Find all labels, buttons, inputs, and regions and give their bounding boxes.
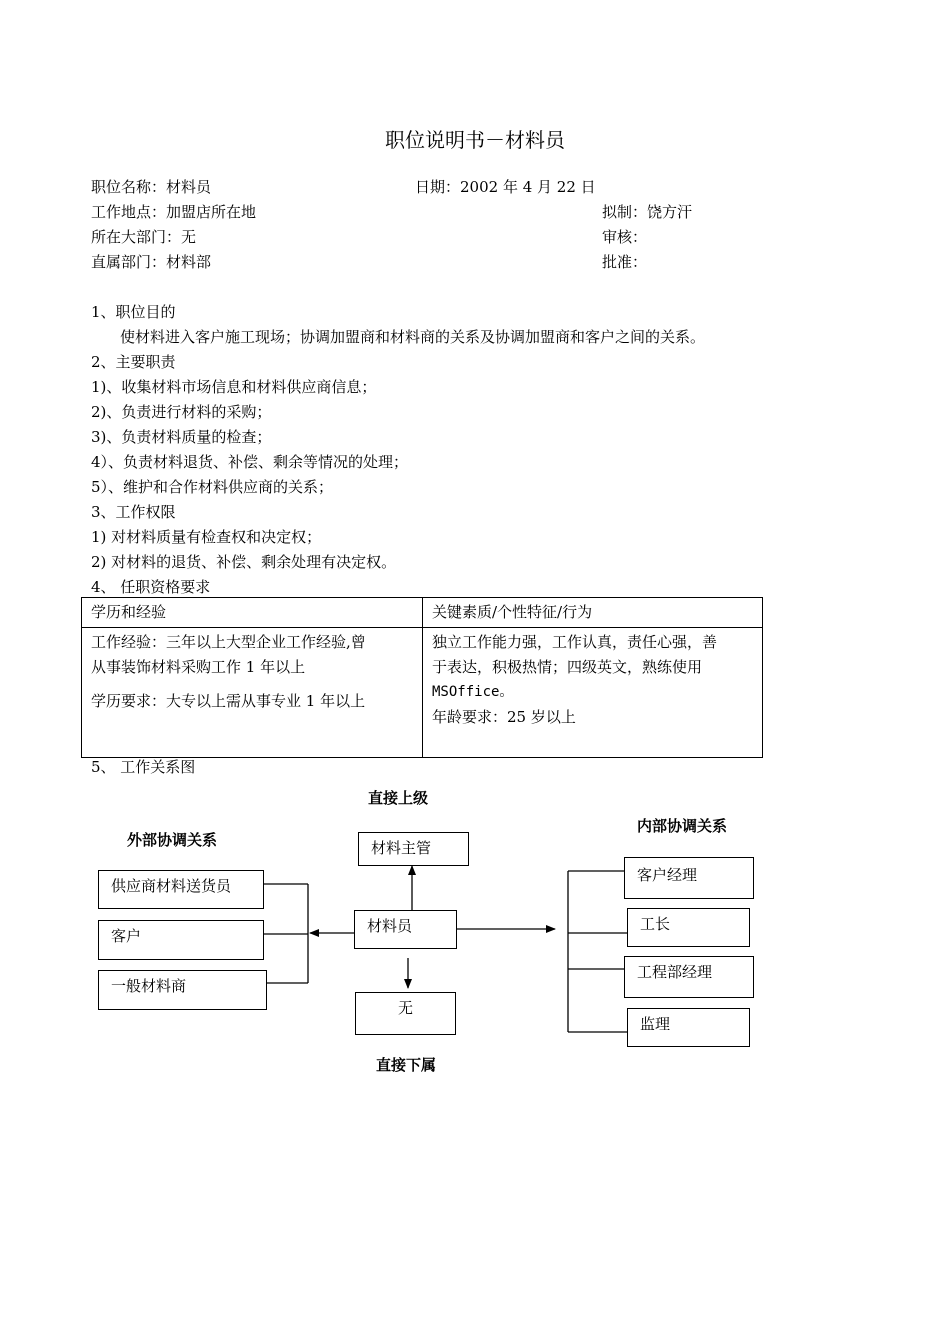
work-location: 工作地点：加盟店所在地	[91, 203, 257, 221]
section-3-title: 3、工作权限	[91, 503, 176, 521]
duty-item: 2)、负责进行材料的采购；	[91, 403, 272, 421]
subordinate-label: 直接下属	[376, 1056, 437, 1074]
date: 日期：2002 年 4 月 22 日	[415, 178, 596, 196]
duty-item: 5）、维护和合作材料供应商的关系；	[91, 478, 334, 496]
authority-item: 2) 对材料的退货、补偿、剩余处理有决定权。	[91, 553, 397, 571]
section-5-title: 5、 工作关系图	[91, 758, 196, 776]
qualities-line: MSOffice。	[432, 684, 514, 700]
age-requirement: 年龄要求：25 岁以上	[432, 708, 576, 726]
superior-box: 材料主管	[358, 832, 469, 866]
section-1-title: 1、职位目的	[91, 303, 176, 321]
duty-item: 1)、收集材料市场信息和材料供应商信息；	[91, 378, 377, 396]
duty-item: 3)、负责材料质量的检查；	[91, 428, 272, 446]
internal-box: 客户经理	[624, 857, 754, 899]
authority-item: 1) 对材料质量有检查权和决定权；	[91, 528, 322, 546]
reviewer: 审核：	[602, 228, 648, 246]
education-line: 学历要求：大专以上需从事专业 1 年以上	[91, 692, 366, 710]
duty-item: 4）、负责材料退货、补偿、剩余等情况的处理；	[91, 453, 409, 471]
center-box: 材料员	[354, 910, 457, 949]
experience-line: 从事装饰材料采购工作 1 年以上	[91, 658, 306, 676]
qualities-line: 独立工作能力强，工作认真，责任心强，善	[432, 633, 718, 651]
internal-box: 监理	[627, 1008, 750, 1047]
superior-label: 直接上级	[368, 789, 429, 807]
drafter: 拟制：饶方汗	[602, 203, 693, 221]
position-name: 职位名称：材料员	[91, 178, 212, 196]
table-header-qualities: 关键素质/个性特征/行为	[423, 598, 763, 628]
page-title: 职位说明书－材料员	[385, 128, 565, 152]
department: 所在大部门：无	[91, 228, 197, 246]
internal-box: 工长	[627, 908, 750, 947]
section-2-title: 2、主要职责	[91, 353, 176, 371]
internal-box: 工程部经理	[624, 956, 754, 998]
internal-label: 内部协调关系	[637, 817, 728, 835]
external-box: 一般材料商	[98, 970, 267, 1010]
table-header-education: 学历和经验	[82, 598, 423, 628]
subordinate-box: 无	[355, 992, 456, 1035]
external-box: 供应商材料送货员	[98, 870, 264, 909]
experience-line: 工作经验：三年以上大型企业工作经验,曾	[91, 633, 366, 651]
qualities-line: 于表达，积极热情；四级英文，熟练使用	[432, 658, 703, 676]
approver: 批准：	[602, 253, 648, 271]
section-4-title: 4、 任职资格要求	[91, 578, 211, 596]
direct-department: 直属部门：材料部	[91, 253, 212, 271]
section-1-body: 使材料进入客户施工现场；协调加盟商和材料商的关系及协调加盟商和客户之间的关系。	[120, 328, 706, 346]
external-label: 外部协调关系	[127, 831, 218, 849]
external-box: 客户	[98, 920, 264, 960]
